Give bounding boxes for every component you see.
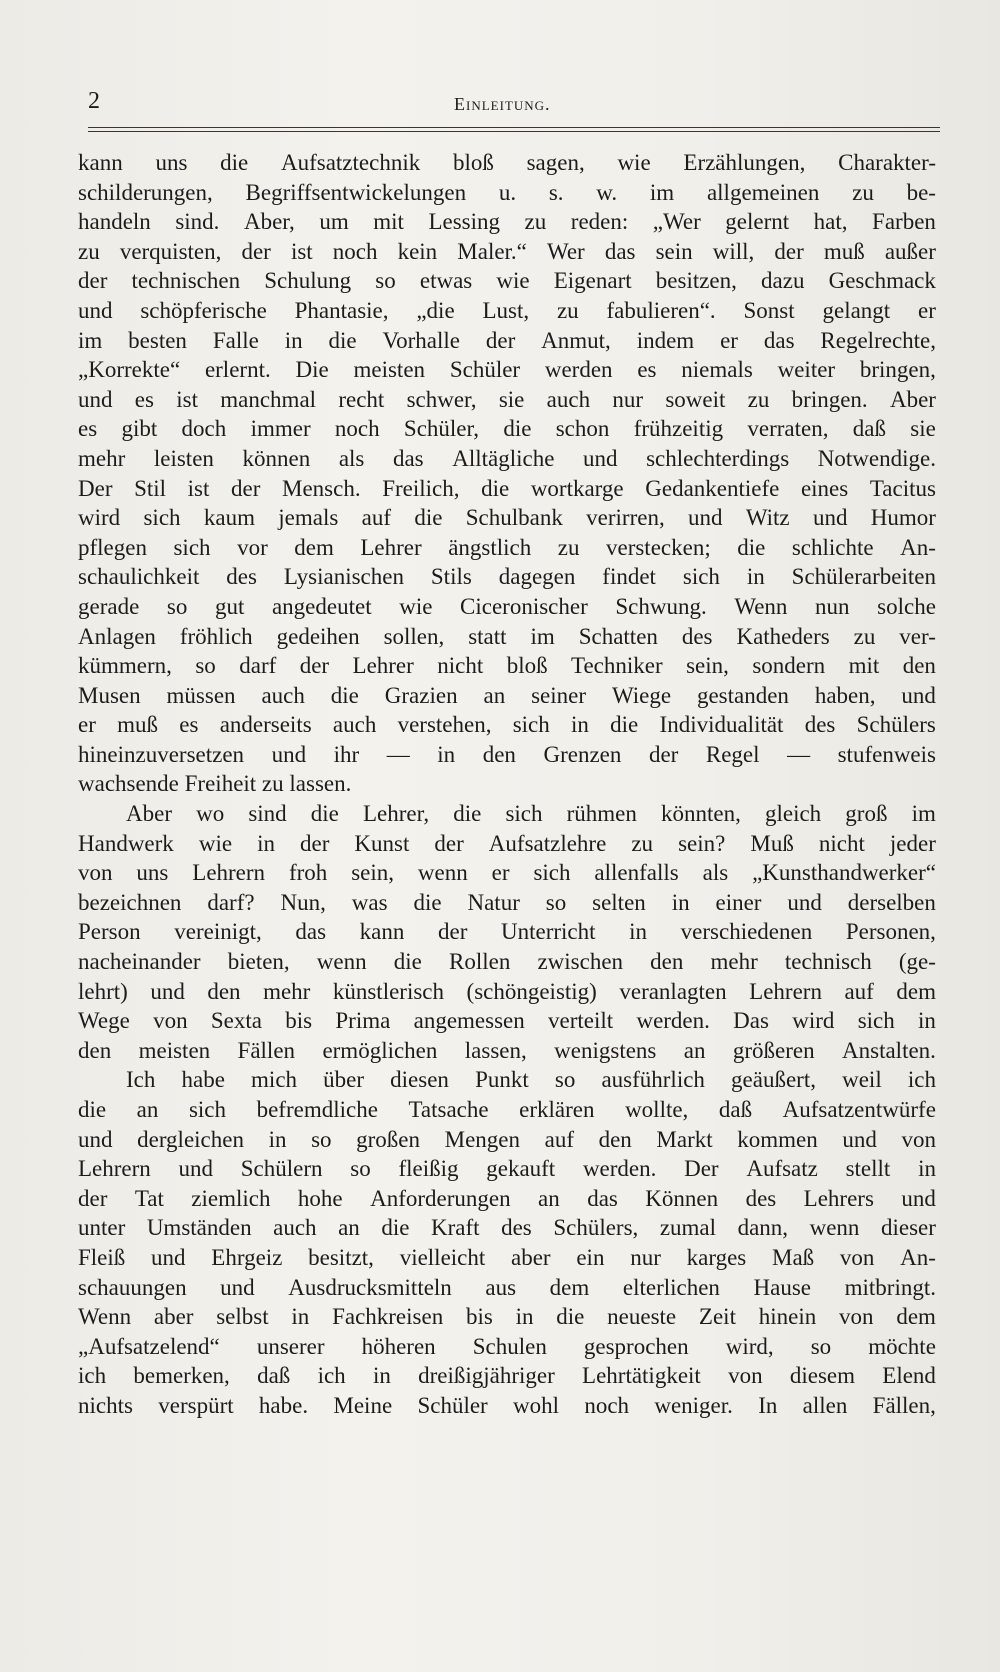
text-line: wird sich kaum jemals auf die Schulbank verirren, und Witz und Humor xyxy=(78,505,936,531)
running-head xyxy=(88,88,938,124)
text-line: wachsende Freiheit zu lassen. xyxy=(78,771,352,797)
text-line: Person vereinigt, das kann der Unterricht in verschiedenen Personen, xyxy=(78,919,936,945)
text-line: kann uns die Aufsatztechnik bloß sagen, wie Erzählungen, Charakter- xyxy=(78,150,936,175)
page-number: 2 xyxy=(88,88,100,114)
text-line: Fleiß und Ehrgeiz besitzt, vielleicht aber ein nur karges Maß von An- xyxy=(78,1244,936,1270)
running-title: Einleitung. xyxy=(454,94,551,114)
text-line: ich bemerken, daß ich in dreißigjähriger Lehrtätigkeit von diesem Elend xyxy=(78,1363,936,1389)
text-line: Wege von Sexta bis Prima angemessen verteilt werden. Das wird sich in xyxy=(78,1008,936,1034)
text-line: schaulichkeit des Lysianischen Stils dagegen findet sich in Schülerarbeiten xyxy=(78,564,936,590)
text-line: und dergleichen in so großen Mengen auf den Markt kommen und von xyxy=(78,1126,936,1152)
text-line: im besten Falle in die Vorhalle der Anmut, indem er das Regelrechte, xyxy=(78,327,936,353)
text-line: pflegen sich vor dem Lehrer ängstlich zu verstecken; die schlichte An- xyxy=(78,534,936,560)
text-line: Aber wo sind die Lehrer, die sich rühmen könnten, gleich groß im xyxy=(126,801,936,827)
header-double-rule xyxy=(88,127,940,132)
text-line: kümmern, so darf der Lehrer nicht bloß Techniker sein, sondern mit den xyxy=(78,653,936,679)
text-line: den meisten Fällen ermöglichen lassen, wenigstens an größeren Anstalten. xyxy=(78,1037,936,1063)
text-line: und schöpferische Phantasie, „die Lust, zu fabulieren“. Sonst gelangt er xyxy=(78,297,936,323)
text-line: handeln sind. Aber, um mit Lessing zu reden: „Wer gelernt hat, Farben xyxy=(78,209,936,235)
text-line: Lehrern und Schülern so fleißig gekauft werden. Der Aufsatz stellt in xyxy=(78,1156,936,1182)
text-line: mehr leisten können als das Alltägliche und schlechterdings Notwendige. xyxy=(78,445,936,471)
text-line: nacheinander bieten, wenn die Rollen zwischen den mehr technisch (ge- xyxy=(78,949,936,975)
text-line: Musen müssen auch die Grazien an seiner Wiege gestanden haben, und xyxy=(78,682,936,708)
text-line: schilderungen, Begriffsentwickelungen u. s. w. im allgemeinen zu be- xyxy=(78,179,936,205)
text-line: der technischen Schulung so etwas wie Eigenart besitzen, dazu Geschmack xyxy=(78,268,936,294)
text-line: Wenn aber selbst in Fachkreisen bis in die neueste Zeit hinein von dem xyxy=(78,1304,936,1330)
text-line: gerade so gut angedeutet wie Ciceronischer Schwung. Wenn nun solche xyxy=(78,593,936,619)
text-line: die an sich befremdliche Tatsache erklären wollte, daß Aufsatzentwürfe xyxy=(78,1097,936,1122)
text-line: Handwerk wie in der Kunst der Aufsatzlehre zu sein? Muß nicht jeder xyxy=(78,830,936,856)
text-line: Anlagen fröhlich gedeihen sollen, statt im Schatten des Katheders zu ver- xyxy=(78,623,936,649)
text-line: bezeichnen darf? Nun, was die Natur so selten in einer und derselben xyxy=(78,889,936,915)
text-line: er muß es anderseits auch verstehen, sich in die Individualität des Schülers xyxy=(78,712,936,738)
text-line: „Korrekte“ erlernt. Die meisten Schüler werden es niemals weiter bringen, xyxy=(78,357,936,383)
text-line: der Tat ziemlich hohe Anforderungen an das Können des Lehrers und xyxy=(78,1185,936,1211)
text-line: von uns Lehrern froh sein, wenn er sich allenfalls als „Kunsthandwerker“ xyxy=(78,860,936,886)
text-line: und es ist manchmal recht schwer, sie auch nur soweit zu bringen. Aber xyxy=(78,386,936,412)
text-line: es gibt doch immer noch Schüler, die schon frühzeitig verraten, daß sie xyxy=(78,416,936,442)
text-line: hineinzuversetzen und ihr — in den Grenzen der Regel — stufenweis xyxy=(78,741,936,767)
text-line: unter Umständen auch an die Kraft des Schülers, zumal dann, wenn dieser xyxy=(78,1215,936,1241)
text-line: lehrt) und den mehr künstlerisch (schöngeistig) veranlagten Lehrern auf dem xyxy=(78,978,936,1004)
text-line: Ich habe mich über diesen Punkt so ausführlich geäußert, weil ich xyxy=(126,1067,936,1093)
text-line: zu verquisten, der ist noch kein Maler.“ Wer das sein will, der muß außer xyxy=(78,238,936,264)
text-line: „Aufsatzelend“ unserer höheren Schulen gesprochen wird, so möchte xyxy=(78,1333,936,1359)
text-line: Der Stil ist der Mensch. Freilich, die wortkarge Gedankentiefe eines Tacitus xyxy=(78,475,936,501)
text-line: schauungen und Ausdrucksmitteln aus dem elterlichen Hause mitbringt. xyxy=(78,1274,936,1300)
text-line: nichts verspürt habe. Meine Schüler wohl noch weniger. In allen Fällen, xyxy=(78,1392,936,1418)
body-text xyxy=(78,148,936,1421)
